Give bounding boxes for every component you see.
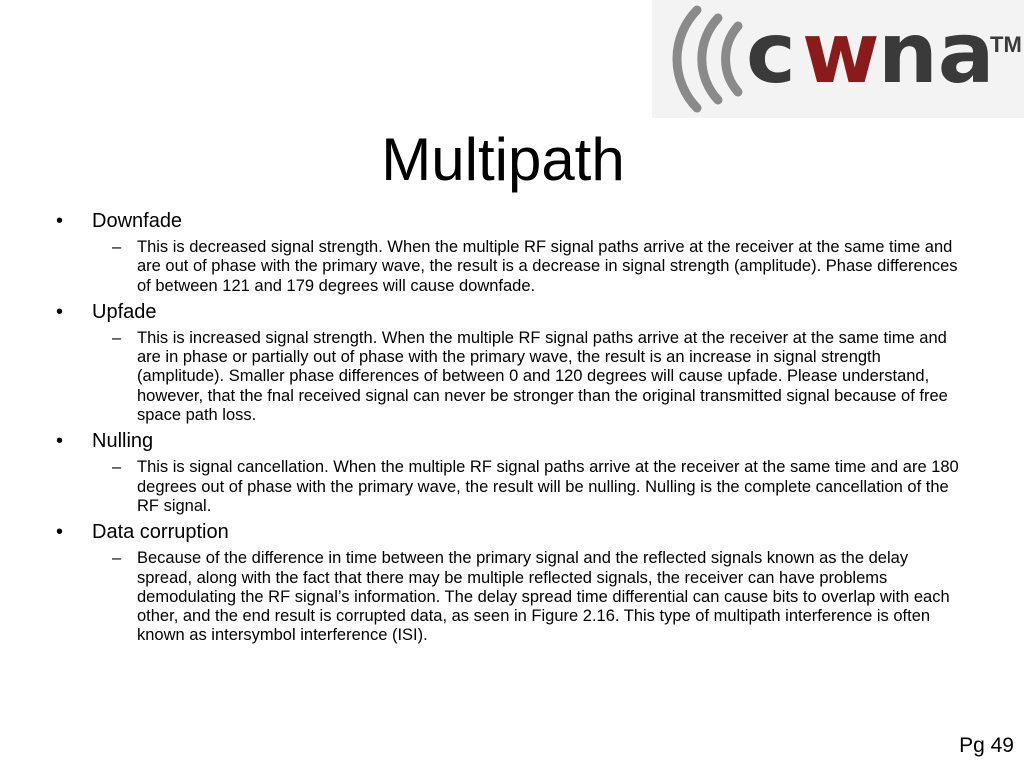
bullet-marker: •: [56, 430, 64, 453]
dash-marker: –: [112, 328, 122, 347]
dash-marker: –: [112, 549, 122, 568]
bullet-item: [50, 300, 960, 324]
sub-item-text: Because of the difference in time between the primary signal and the reflected signals known as the delay spread, along with the fact that there may be multiple reflected signals, the receiver can have problems demodulating the RF signal’s information. The delay spread time differential can cause bits to overlap with each other, and the end result is corrupted data, as seen in Figure 2.16. This type of multipath interference is often known as intersymbol interference (ISI).: [137, 549, 950, 645]
dash-marker: –: [112, 238, 122, 256]
bullet-item: [50, 520, 960, 544]
dash-marker: –: [112, 458, 122, 477]
slide-title: Multipath: [381, 126, 625, 193]
logo-letters-na: na: [878, 4, 995, 102]
trademark-symbol: TM: [990, 32, 1022, 57]
sub-item: [50, 458, 960, 516]
sub-item-text: This is decreased signal strength. When the multiple RF signal paths arrive at the receiver at the same time and are out of phase with the primary wave, the result is a decrease in signal strength (amplitude). Phase differences of between 121 and 179 degrees will cause downfade.: [137, 238, 958, 295]
sub-item: [50, 329, 960, 425]
sub-item-text: This is signal cancellation. When the multiple RF signal paths arrive at the receiver at the same time and are 180 degrees out of phase with the primary wave, the result will be nulling. Nulling is the complete cancellation of the RF signal.: [137, 458, 959, 515]
bullet-label: Upfade: [92, 300, 157, 323]
bullet-marker: •: [56, 521, 64, 544]
bullet-label: Data corruption: [92, 521, 229, 544]
sub-item: [50, 549, 960, 645]
logo-letter-c: c: [746, 4, 796, 102]
bullet-marker: •: [56, 210, 64, 232]
bullet-label: Downfade: [92, 210, 183, 232]
cwna-logo-graphic: [652, 0, 1024, 118]
bullet-item: [50, 429, 960, 453]
signal-waves-icon: [677, 10, 738, 108]
sub-item-text: This is increased signal strength. When the multiple RF signal paths arrive at the receiver at the same time and are in phase or partially out of phase with the primary wave, the result is an increase in signal strength (amplitude). Smaller phase differences of between 0 and 120 degrees will cause upfade. Please understand, however, that the fnal received signal can never be stronger than the original transmitted signal because of free space path loss.: [137, 328, 948, 425]
sub-item: [50, 238, 960, 296]
logo-letter-w: w: [802, 4, 880, 102]
bullet-list: [50, 206, 960, 650]
cwna-logo: [652, 0, 1024, 118]
page-number: Pg 49: [959, 734, 1014, 757]
bullet-item: [50, 209, 960, 233]
bullet-marker: •: [56, 300, 64, 323]
bullet-label: Nulling: [92, 430, 154, 453]
